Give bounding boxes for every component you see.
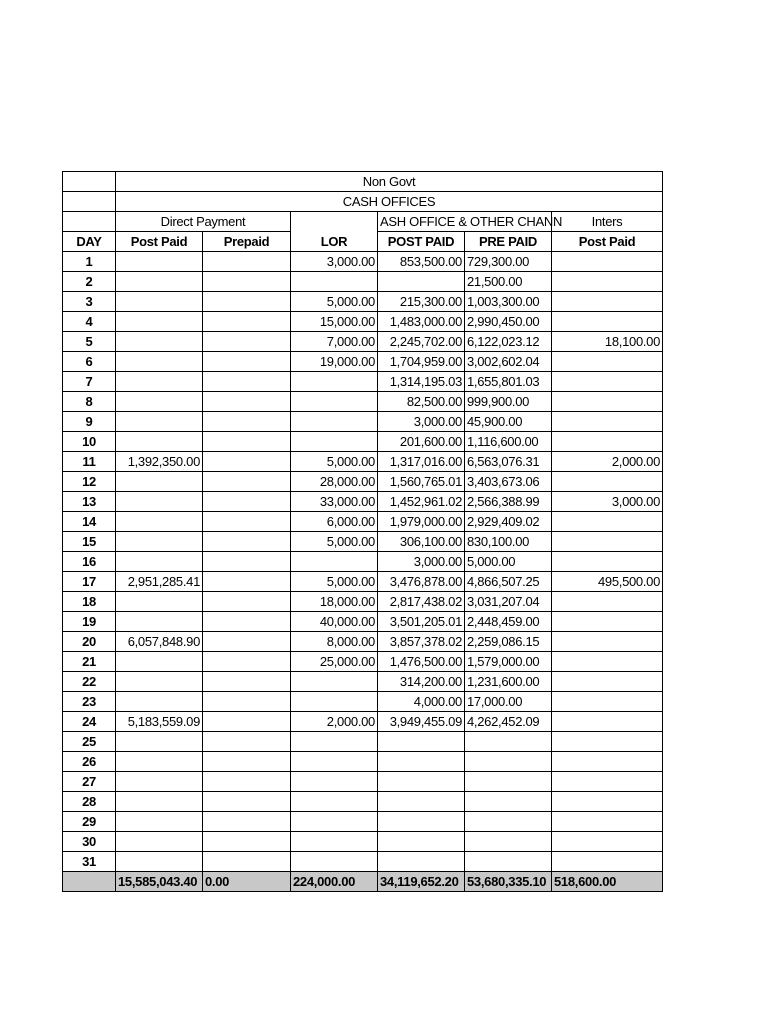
dp-prepaid-cell bbox=[203, 492, 291, 512]
day-cell: 2 bbox=[63, 272, 116, 292]
day-cell: 25 bbox=[63, 732, 116, 752]
co-pre-paid-cell: 6,563,076.31 bbox=[465, 452, 552, 472]
day-cell: 19 bbox=[63, 612, 116, 632]
day-cell: 4 bbox=[63, 312, 116, 332]
lor-cell: 18,000.00 bbox=[291, 592, 378, 612]
table-row bbox=[63, 612, 663, 632]
co-pre-paid-cell: 1,116,600.00 bbox=[465, 432, 552, 452]
co-post-paid-cell: 1,560,765.01 bbox=[378, 472, 465, 492]
dp-post-paid-cell bbox=[116, 352, 203, 372]
lor-cell: 5,000.00 bbox=[291, 572, 378, 592]
total-co-pre-cell: 53,680,335.10 bbox=[465, 872, 552, 892]
lor-cell: 2,000.00 bbox=[291, 712, 378, 732]
col-inters-post-paid: Post Paid bbox=[552, 232, 663, 252]
inters-post-paid-cell bbox=[552, 372, 663, 392]
table-row bbox=[63, 712, 663, 732]
dp-post-paid-cell bbox=[116, 292, 203, 312]
section-header: CASH OFFICES bbox=[116, 192, 663, 212]
co-pre-paid-cell: 4,262,452.09 bbox=[465, 712, 552, 732]
day-cell: 27 bbox=[63, 772, 116, 792]
dp-post-paid-cell bbox=[116, 772, 203, 792]
co-pre-paid-cell bbox=[465, 852, 552, 872]
lor-cell bbox=[291, 672, 378, 692]
lor-cell bbox=[291, 772, 378, 792]
co-pre-paid-cell: 2,259,086.15 bbox=[465, 632, 552, 652]
dp-prepaid-cell bbox=[203, 472, 291, 492]
dp-post-paid-cell bbox=[116, 732, 203, 752]
dp-prepaid-cell bbox=[203, 352, 291, 372]
lor-cell bbox=[291, 852, 378, 872]
dp-prepaid-cell bbox=[203, 832, 291, 852]
table-row bbox=[63, 472, 663, 492]
table-row bbox=[63, 832, 663, 852]
inters-post-paid-cell bbox=[552, 612, 663, 632]
lor-cell: 8,000.00 bbox=[291, 632, 378, 652]
inters-post-paid-cell bbox=[552, 792, 663, 812]
co-post-paid-cell bbox=[378, 852, 465, 872]
inters-post-paid-cell bbox=[552, 312, 663, 332]
lor-cell: 6,000.00 bbox=[291, 512, 378, 532]
dp-prepaid-cell bbox=[203, 552, 291, 572]
co-post-paid-cell: 3,949,455.09 bbox=[378, 712, 465, 732]
dp-post-paid-cell bbox=[116, 432, 203, 452]
inters-post-paid-cell bbox=[552, 772, 663, 792]
co-pre-paid-cell bbox=[465, 812, 552, 832]
co-post-paid-cell bbox=[378, 732, 465, 752]
lor-cell: 15,000.00 bbox=[291, 312, 378, 332]
group-header: Non Govt bbox=[116, 172, 663, 192]
dp-prepaid-cell bbox=[203, 632, 291, 652]
dp-post-paid-cell: 6,057,848.90 bbox=[116, 632, 203, 652]
dp-post-paid-cell: 1,392,350.00 bbox=[116, 452, 203, 472]
co-pre-paid-cell bbox=[465, 772, 552, 792]
dp-post-paid-cell bbox=[116, 372, 203, 392]
co-post-paid-cell: 3,857,378.02 bbox=[378, 632, 465, 652]
dp-prepaid-cell bbox=[203, 652, 291, 672]
table-row bbox=[63, 372, 663, 392]
inters-post-paid-cell bbox=[552, 272, 663, 292]
lor-cell: 5,000.00 bbox=[291, 452, 378, 472]
dp-post-paid-cell bbox=[116, 252, 203, 272]
inters-post-paid-cell bbox=[552, 252, 663, 272]
totals-label-cell bbox=[63, 872, 116, 892]
day-cell: 30 bbox=[63, 832, 116, 852]
table-row bbox=[63, 652, 663, 672]
co-pre-paid-cell bbox=[465, 792, 552, 812]
inters-post-paid-cell bbox=[552, 632, 663, 652]
lor-cell bbox=[291, 412, 378, 432]
direct-payment-header: Direct Payment bbox=[116, 212, 291, 232]
dp-prepaid-cell bbox=[203, 452, 291, 472]
co-post-paid-cell: 2,817,438.02 bbox=[378, 592, 465, 612]
inters-post-paid-cell bbox=[552, 432, 663, 452]
dp-post-paid-cell bbox=[116, 612, 203, 632]
total-dp-post-cell: 15,585,043.40 bbox=[116, 872, 203, 892]
dp-prepaid-cell bbox=[203, 312, 291, 332]
table-row bbox=[63, 432, 663, 452]
dp-prepaid-cell bbox=[203, 272, 291, 292]
lor-cell bbox=[291, 812, 378, 832]
day-cell: 12 bbox=[63, 472, 116, 492]
co-post-paid-cell bbox=[378, 832, 465, 852]
header-row-group bbox=[63, 172, 663, 192]
dp-post-paid-cell bbox=[116, 552, 203, 572]
dp-prepaid-cell bbox=[203, 712, 291, 732]
co-pre-paid-cell: 4,866,507.25 bbox=[465, 572, 552, 592]
lor-cell: 19,000.00 bbox=[291, 352, 378, 372]
col-day: DAY bbox=[63, 232, 116, 252]
inters-post-paid-cell: 3,000.00 bbox=[552, 492, 663, 512]
co-pre-paid-cell: 729,300.00 bbox=[465, 252, 552, 272]
inters-post-paid-cell bbox=[552, 472, 663, 492]
dp-post-paid-cell bbox=[116, 272, 203, 292]
co-post-paid-cell: 306,100.00 bbox=[378, 532, 465, 552]
inters-post-paid-cell bbox=[552, 852, 663, 872]
dp-post-paid-cell bbox=[116, 512, 203, 532]
dp-post-paid-cell bbox=[116, 312, 203, 332]
inters-post-paid-cell bbox=[552, 512, 663, 532]
co-pre-paid-cell: 17,000.00 bbox=[465, 692, 552, 712]
co-post-paid-cell bbox=[378, 272, 465, 292]
inters-post-paid-cell bbox=[552, 692, 663, 712]
table-row bbox=[63, 852, 663, 872]
day-cell: 6 bbox=[63, 352, 116, 372]
co-pre-paid-cell: 1,579,000.00 bbox=[465, 652, 552, 672]
inters-post-paid-cell bbox=[552, 752, 663, 772]
day-cell: 28 bbox=[63, 792, 116, 812]
table-row bbox=[63, 592, 663, 612]
co-post-paid-cell bbox=[378, 792, 465, 812]
inters-post-paid-cell: 2,000.00 bbox=[552, 452, 663, 472]
co-post-paid-cell: 314,200.00 bbox=[378, 672, 465, 692]
col-co-pre-paid: PRE PAID bbox=[465, 232, 552, 252]
day-cell: 7 bbox=[63, 372, 116, 392]
inters-post-paid-cell: 18,100.00 bbox=[552, 332, 663, 352]
table-row bbox=[63, 512, 663, 532]
day-cell: 17 bbox=[63, 572, 116, 592]
dp-prepaid-cell bbox=[203, 612, 291, 632]
table-row bbox=[63, 752, 663, 772]
co-pre-paid-cell: 21,500.00 bbox=[465, 272, 552, 292]
co-pre-paid-cell: 5,000.00 bbox=[465, 552, 552, 572]
dp-post-paid-cell bbox=[116, 792, 203, 812]
day-cell: 20 bbox=[63, 632, 116, 652]
co-pre-paid-cell: 830,100.00 bbox=[465, 532, 552, 552]
dp-post-paid-cell bbox=[116, 812, 203, 832]
dp-post-paid-cell bbox=[116, 852, 203, 872]
col-dp-prepaid: Prepaid bbox=[203, 232, 291, 252]
dp-prepaid-cell bbox=[203, 532, 291, 552]
dp-prepaid-cell bbox=[203, 372, 291, 392]
day-cell: 1 bbox=[63, 252, 116, 272]
inters-post-paid-cell bbox=[552, 352, 663, 372]
col-co-post-paid: POST PAID bbox=[378, 232, 465, 252]
col-dp-post-paid: Post Paid bbox=[116, 232, 203, 252]
day-cell: 23 bbox=[63, 692, 116, 712]
table-row bbox=[63, 532, 663, 552]
co-pre-paid-cell: 45,900.00 bbox=[465, 412, 552, 432]
total-dp-pre-cell: 0.00 bbox=[203, 872, 291, 892]
collections-table bbox=[62, 171, 663, 892]
lor-cell bbox=[291, 372, 378, 392]
lor-cell bbox=[291, 432, 378, 452]
table-row bbox=[63, 352, 663, 372]
day-cell: 18 bbox=[63, 592, 116, 612]
inters-post-paid-cell bbox=[552, 532, 663, 552]
inters-post-paid-cell: 495,500.00 bbox=[552, 572, 663, 592]
dp-post-paid-cell bbox=[116, 332, 203, 352]
col-lor: LOR bbox=[291, 232, 378, 252]
co-pre-paid-cell: 2,929,409.02 bbox=[465, 512, 552, 532]
day-cell: 15 bbox=[63, 532, 116, 552]
co-post-paid-cell: 3,476,878.00 bbox=[378, 572, 465, 592]
dp-prepaid-cell bbox=[203, 772, 291, 792]
dp-prepaid-cell bbox=[203, 792, 291, 812]
dp-post-paid-cell: 2,951,285.41 bbox=[116, 572, 203, 592]
dp-prepaid-cell bbox=[203, 572, 291, 592]
inters-post-paid-cell bbox=[552, 592, 663, 612]
lor-cell bbox=[291, 272, 378, 292]
co-pre-paid-cell: 3,403,673.06 bbox=[465, 472, 552, 492]
header-row-columns bbox=[63, 232, 663, 252]
co-pre-paid-cell: 2,566,388.99 bbox=[465, 492, 552, 512]
dp-post-paid-cell: 5,183,559.09 bbox=[116, 712, 203, 732]
co-post-paid-cell: 1,452,961.02 bbox=[378, 492, 465, 512]
day-cell: 10 bbox=[63, 432, 116, 452]
day-cell: 24 bbox=[63, 712, 116, 732]
co-post-paid-cell: 215,300.00 bbox=[378, 292, 465, 312]
day-cell: 29 bbox=[63, 812, 116, 832]
table-row bbox=[63, 452, 663, 472]
co-pre-paid-cell bbox=[465, 732, 552, 752]
dp-post-paid-cell bbox=[116, 832, 203, 852]
lor-cell: 3,000.00 bbox=[291, 252, 378, 272]
co-pre-paid-cell: 1,003,300.00 bbox=[465, 292, 552, 312]
dp-prepaid-cell bbox=[203, 512, 291, 532]
inters-post-paid-cell bbox=[552, 732, 663, 752]
co-post-paid-cell: 1,483,000.00 bbox=[378, 312, 465, 332]
dp-prepaid-cell bbox=[203, 392, 291, 412]
day-cell: 9 bbox=[63, 412, 116, 432]
dp-prepaid-cell bbox=[203, 672, 291, 692]
lor-cell: 5,000.00 bbox=[291, 292, 378, 312]
co-post-paid-cell: 3,000.00 bbox=[378, 412, 465, 432]
dp-prepaid-cell bbox=[203, 732, 291, 752]
day-cell: 13 bbox=[63, 492, 116, 512]
day-cell: 8 bbox=[63, 392, 116, 412]
table-row bbox=[63, 672, 663, 692]
co-pre-paid-cell: 3,031,207.04 bbox=[465, 592, 552, 612]
inters-post-paid-cell bbox=[552, 412, 663, 432]
header-row-subgroups bbox=[63, 212, 663, 232]
day-cell: 21 bbox=[63, 652, 116, 672]
lor-cell bbox=[291, 752, 378, 772]
co-post-paid-cell: 3,501,205.01 bbox=[378, 612, 465, 632]
cash-office-channels-header: ASH OFFICE & OTHER CHANN bbox=[378, 212, 552, 232]
spreadsheet bbox=[62, 171, 661, 892]
co-post-paid-cell bbox=[378, 752, 465, 772]
day-cell: 5 bbox=[63, 332, 116, 352]
co-post-paid-cell bbox=[378, 772, 465, 792]
day-cell: 22 bbox=[63, 672, 116, 692]
co-pre-paid-cell: 1,231,600.00 bbox=[465, 672, 552, 692]
lor-cell: 33,000.00 bbox=[291, 492, 378, 512]
inters-post-paid-cell bbox=[552, 652, 663, 672]
day-cell: 3 bbox=[63, 292, 116, 312]
dp-prepaid-cell bbox=[203, 252, 291, 272]
co-pre-paid-cell: 6,122,023.12 bbox=[465, 332, 552, 352]
table-row bbox=[63, 252, 663, 272]
co-post-paid-cell: 4,000.00 bbox=[378, 692, 465, 712]
co-post-paid-cell: 1,317,016.00 bbox=[378, 452, 465, 472]
dp-prepaid-cell bbox=[203, 412, 291, 432]
co-pre-paid-cell: 1,655,801.03 bbox=[465, 372, 552, 392]
lor-cell: 28,000.00 bbox=[291, 472, 378, 492]
table-row bbox=[63, 632, 663, 652]
co-pre-paid-cell: 3,002,602.04 bbox=[465, 352, 552, 372]
table-row bbox=[63, 332, 663, 352]
table-row bbox=[63, 312, 663, 332]
lor-cell: 7,000.00 bbox=[291, 332, 378, 352]
co-post-paid-cell: 3,000.00 bbox=[378, 552, 465, 572]
dp-post-paid-cell bbox=[116, 392, 203, 412]
lor-cell bbox=[291, 792, 378, 812]
table-row bbox=[63, 412, 663, 432]
co-post-paid-cell: 1,476,500.00 bbox=[378, 652, 465, 672]
lor-cell bbox=[291, 392, 378, 412]
day-cell: 31 bbox=[63, 852, 116, 872]
lor-cell bbox=[291, 832, 378, 852]
inters-post-paid-cell bbox=[552, 392, 663, 412]
dp-prepaid-cell bbox=[203, 332, 291, 352]
co-post-paid-cell bbox=[378, 812, 465, 832]
lor-cell: 5,000.00 bbox=[291, 532, 378, 552]
co-post-paid-cell: 1,704,959.00 bbox=[378, 352, 465, 372]
lor-cell bbox=[291, 552, 378, 572]
co-pre-paid-cell: 999,900.00 bbox=[465, 392, 552, 412]
table-row bbox=[63, 692, 663, 712]
inters-post-paid-cell bbox=[552, 812, 663, 832]
table-row bbox=[63, 552, 663, 572]
table-row bbox=[63, 492, 663, 512]
co-pre-paid-cell: 2,448,459.00 bbox=[465, 612, 552, 632]
co-post-paid-cell: 2,245,702.00 bbox=[378, 332, 465, 352]
inters-post-paid-cell bbox=[552, 712, 663, 732]
table-row bbox=[63, 272, 663, 292]
dp-post-paid-cell bbox=[116, 592, 203, 612]
dp-prepaid-cell bbox=[203, 752, 291, 772]
table-row bbox=[63, 292, 663, 312]
inters-post-paid-cell bbox=[552, 672, 663, 692]
co-post-paid-cell: 853,500.00 bbox=[378, 252, 465, 272]
table-row bbox=[63, 572, 663, 592]
co-post-paid-cell: 1,314,195.03 bbox=[378, 372, 465, 392]
inters-post-paid-cell bbox=[552, 292, 663, 312]
table-row bbox=[63, 792, 663, 812]
day-cell: 11 bbox=[63, 452, 116, 472]
day-cell: 26 bbox=[63, 752, 116, 772]
dp-prepaid-cell bbox=[203, 292, 291, 312]
table-row bbox=[63, 392, 663, 412]
co-post-paid-cell: 201,600.00 bbox=[378, 432, 465, 452]
dp-post-paid-cell bbox=[116, 672, 203, 692]
header-row-section bbox=[63, 192, 663, 212]
inters-header: Inters bbox=[552, 212, 663, 232]
co-pre-paid-cell bbox=[465, 752, 552, 772]
total-co-post-cell: 34,119,652.20 bbox=[378, 872, 465, 892]
total-int-post-cell: 518,600.00 bbox=[552, 872, 663, 892]
total-lor-cell: 224,000.00 bbox=[291, 872, 378, 892]
co-pre-paid-cell: 2,990,450.00 bbox=[465, 312, 552, 332]
dp-post-paid-cell bbox=[116, 492, 203, 512]
dp-prepaid-cell bbox=[203, 432, 291, 452]
dp-prepaid-cell bbox=[203, 812, 291, 832]
co-post-paid-cell: 82,500.00 bbox=[378, 392, 465, 412]
day-cell: 14 bbox=[63, 512, 116, 532]
lor-cell bbox=[291, 692, 378, 712]
lor-cell: 25,000.00 bbox=[291, 652, 378, 672]
dp-post-paid-cell bbox=[116, 412, 203, 432]
lor-cell: 40,000.00 bbox=[291, 612, 378, 632]
dp-post-paid-cell bbox=[116, 752, 203, 772]
dp-post-paid-cell bbox=[116, 652, 203, 672]
co-post-paid-cell: 1,979,000.00 bbox=[378, 512, 465, 532]
co-pre-paid-cell bbox=[465, 832, 552, 852]
dp-prepaid-cell bbox=[203, 592, 291, 612]
dp-prepaid-cell bbox=[203, 852, 291, 872]
table-row bbox=[63, 812, 663, 832]
dp-post-paid-cell bbox=[116, 692, 203, 712]
dp-post-paid-cell bbox=[116, 472, 203, 492]
dp-prepaid-cell bbox=[203, 692, 291, 712]
totals-row bbox=[63, 872, 663, 892]
day-cell: 16 bbox=[63, 552, 116, 572]
lor-cell bbox=[291, 732, 378, 752]
table-row bbox=[63, 732, 663, 752]
table-row bbox=[63, 772, 663, 792]
inters-post-paid-cell bbox=[552, 832, 663, 852]
inters-post-paid-cell bbox=[552, 552, 663, 572]
dp-post-paid-cell bbox=[116, 532, 203, 552]
